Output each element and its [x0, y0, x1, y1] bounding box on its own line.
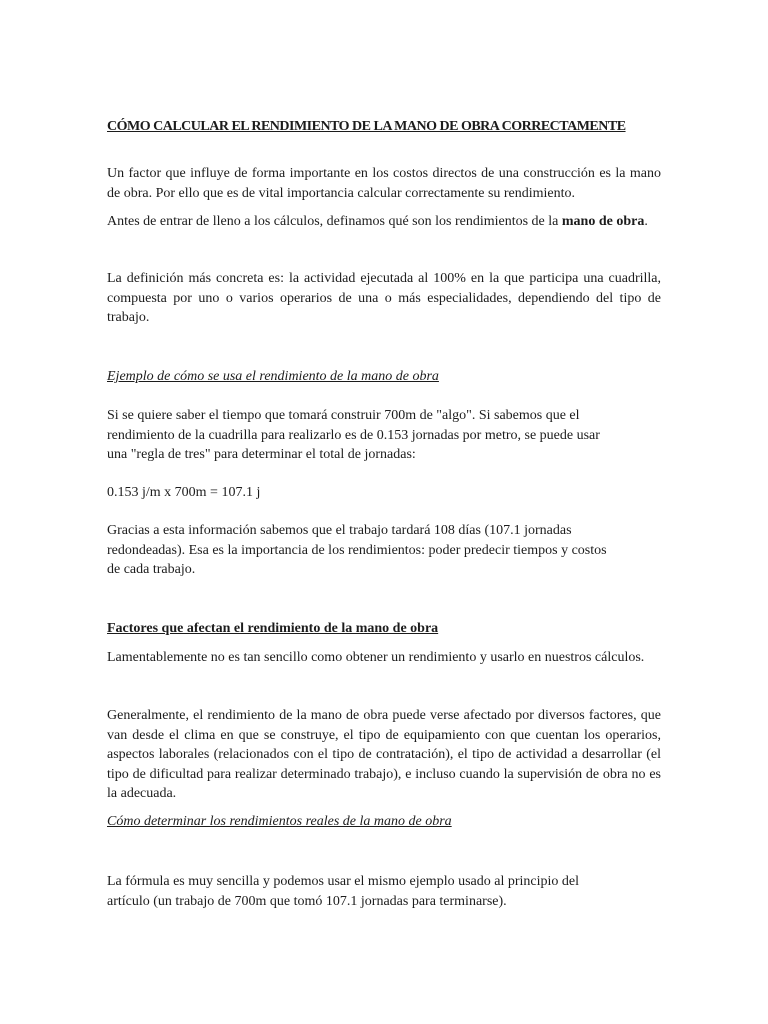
heading-example: Ejemplo de cómo se usa el rendimiento de la mano de obra	[107, 369, 439, 384]
bold-mano-de-obra: mano de obra	[561, 214, 645, 229]
paragraph-formula	[107, 872, 661, 911]
paragraph-intro: Un factor que influye de forma importante en los costos directos de una construcción es la mano de obra. Por ello que es de vital importancia calcular correctamente su rendimiento.	[107, 166, 661, 201]
heading-factors: Factores que afectan el rendimiento de la mano de obra	[107, 621, 439, 636]
paragraph-result-line-1: Gracias a esta información sabemos que el trabajo tardará 108 días (107.1 jornadas	[107, 523, 572, 538]
paragraph-example	[107, 406, 661, 465]
paragraph-result	[107, 521, 661, 580]
paragraph-result-line-2: redondeadas). Esa es la importancia de los rendimientos: poder predecir tiempos y costos	[107, 542, 607, 558]
paragraph-formula-line-1: La fórmula es muy sencilla y podemos usar el mismo ejemplo usado al principio del	[107, 874, 580, 889]
paragraph-factors: Generalmente, el rendimiento de la mano de obra puede verse afectado por diversos factores, que van desde el clima en que se construye, el tipo de equipamiento con que cuentan los operarios, aspectos laborales (relacionados con el tipo de contratación), el tipo de actividad a desarrollar (el tipo de dificultad para realizar determinado trabajo), e incluso cuando la supervisión de obra no es la adecuada.	[107, 708, 661, 801]
paragraph-definition-intro	[107, 212, 661, 232]
heading-determine: Cómo determinar los rendimientos reales de la mano de obra	[107, 814, 452, 829]
paragraph-example-line-3: una "regla de tres" para determinar el total de jornadas:	[107, 447, 416, 462]
document-title: CÓMO CALCULAR EL RENDIMIENTO DE LA MANO DE OBRA CORRECTAMENTE	[107, 119, 626, 134]
paragraph-definition-text: Antes de entrar de lleno a los cálculos, definamos qué son los rendimientos de la	[107, 214, 562, 229]
formula: 0.153 j/m x 700m = 107.1 j	[107, 485, 261, 500]
paragraph-factors-intro: Lamentablemente no es tan sencillo como obtener un rendimiento y usarlo en nuestros cálculos.	[107, 650, 645, 665]
paragraph-definition-end: .	[644, 214, 648, 229]
paragraph-example-line-2: rendimiento de la cuadrilla para realizarlo es de 0.153 jornadas por metro, se puede usar	[107, 427, 600, 443]
paragraph-formula-line-2: artículo (un trabajo de 700m que tomó 107.1 jornadas para terminarse).	[107, 893, 507, 909]
paragraph-example-line-1: Si se quiere saber el tiempo que tomará construir 700m de "algo". Si sabemos que el	[107, 408, 580, 423]
paragraph-result-line-3: de cada trabajo.	[107, 562, 196, 577]
paragraph-definition: La definición más concreta es: la actividad ejecutada al 100% en la que participa una cuadrilla, compuesta por uno o varios operarios de una o más especialidades, dependiendo del tipo de trabajo.	[107, 271, 661, 325]
